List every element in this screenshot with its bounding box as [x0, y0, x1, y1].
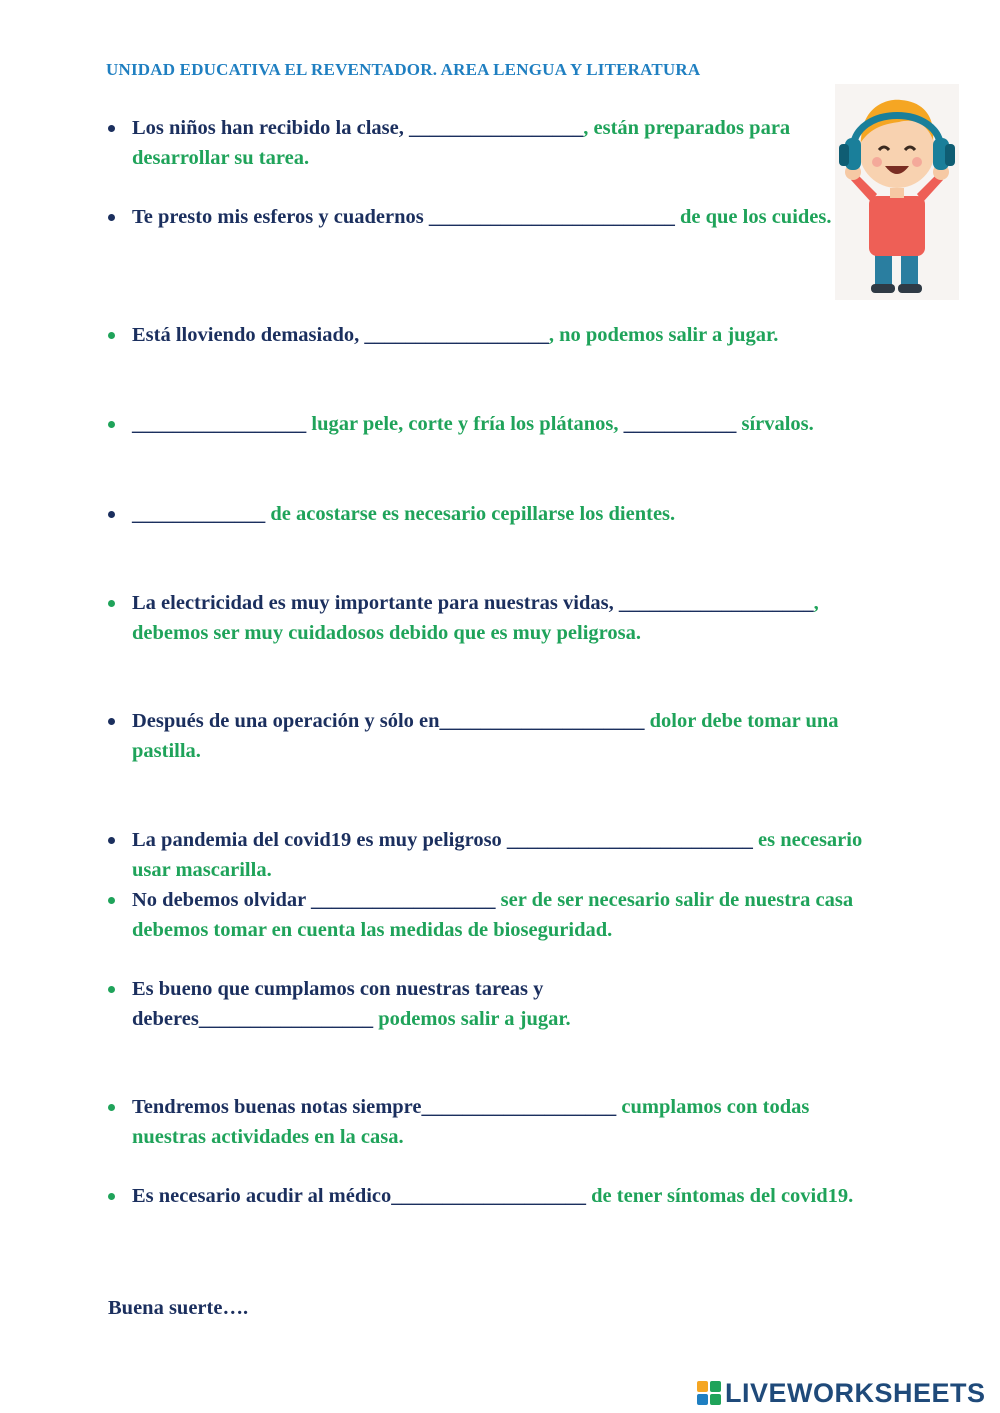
answer-blank[interactable]: _________________	[409, 117, 584, 139]
bullet-icon	[108, 837, 115, 844]
exercise-7	[108, 707, 868, 766]
exercise-text: Los niños han recibido la clase,	[132, 117, 409, 139]
answer-blank[interactable]: ___________	[623, 413, 737, 435]
bullet-icon	[108, 125, 115, 132]
exercise-9	[108, 886, 868, 945]
exercise-text: Después de una operación y sólo en	[132, 710, 440, 732]
exercise-11	[108, 1093, 868, 1152]
exercise-1	[108, 114, 868, 173]
answer-blank[interactable]: ________________________	[506, 829, 753, 851]
exercise-text: Tendremos buenas notas siempre	[132, 1096, 422, 1118]
bullet-icon	[108, 897, 115, 904]
logo-text: LIVEWORKSHEETS	[725, 1377, 986, 1408]
exercise-text: La electricidad es muy importante para nuestras vidas,	[132, 592, 619, 614]
exercise-text: cumplamos con todas nuestras actividades en la casa.	[132, 1096, 810, 1148]
exercise-8	[108, 826, 868, 885]
exercise-10	[108, 975, 708, 1034]
exercise-text: Es necesario acudir al médico	[132, 1185, 392, 1207]
closing-text: Buena suerte….	[108, 1297, 249, 1319]
exercise-text: La pandemia del covid19 es muy peligroso	[132, 829, 507, 851]
exercise-3	[108, 321, 868, 351]
exercise-text: Está lloviendo demasiado,	[132, 324, 365, 346]
exercise-4	[108, 410, 868, 440]
exercise-5	[108, 500, 868, 530]
boy-with-headphones-icon	[835, 84, 959, 300]
answer-blank[interactable]: _________________	[132, 413, 307, 435]
exercise-text: , están preparados para desarrollar su tarea.	[132, 117, 791, 169]
exercise-12	[108, 1182, 868, 1212]
exercise-text: , debemos ser muy cuidadosos debido que es muy peligrosa.	[132, 592, 819, 644]
exercise-text: podemos salir a jugar.	[373, 1007, 571, 1030]
liveworksheets-logo	[697, 1379, 986, 1407]
exercise-text: de acostarse es necesario cepillarse los dientes.	[265, 503, 676, 525]
exercise-text: de tener síntomas del covid19.	[586, 1185, 854, 1207]
bullet-icon	[108, 332, 115, 339]
exercise-text: es necesario usar mascarilla.	[132, 829, 863, 881]
exercise-text: No debemos olvidar	[132, 889, 312, 911]
exercise-text: ser de ser necesario salir de nuestra casa debemos tomar en cuenta las medidas de bioseguridad.	[132, 889, 854, 941]
answer-blank[interactable]: ___________________	[421, 1096, 617, 1118]
exercise-text: lugar pele, corte y fría los plátanos,	[306, 413, 624, 435]
answer-blank[interactable]: _________________	[198, 1007, 374, 1030]
answer-blank[interactable]: ___________________	[618, 592, 814, 614]
exercise-6	[108, 589, 868, 648]
exercise-text: , no podemos salir a jugar.	[548, 324, 779, 346]
exercise-text: Te presto mis esferos y cuadernos	[132, 206, 429, 228]
bullet-icon	[108, 1104, 115, 1111]
exercise-text: dolor debe tomar una pastilla.	[132, 710, 839, 762]
bullet-icon	[108, 511, 115, 518]
answer-blank[interactable]: _____________	[132, 503, 266, 525]
bullet-icon	[108, 986, 115, 993]
exercise-2	[108, 203, 868, 233]
exercise-text: de que los cuides.	[674, 206, 832, 228]
answer-blank[interactable]: __________________	[364, 324, 549, 346]
bullet-icon	[108, 600, 115, 607]
page-title: UNIDAD EDUCATIVA EL REVENTADOR. AREA LENGUA Y LITERATURA	[106, 60, 701, 79]
answer-blank[interactable]: ________________________	[428, 206, 675, 228]
bullet-icon	[108, 214, 115, 221]
exercise-text: sírvalos.	[736, 413, 814, 435]
liveworksheets-logo-icon	[697, 1381, 721, 1405]
answer-blank[interactable]: ____________________	[439, 710, 645, 732]
bullet-icon	[108, 1193, 115, 1200]
exercise-text: Es bueno que cumplamos con nuestras tareas y deberes	[132, 978, 544, 1030]
bullet-icon	[108, 421, 115, 428]
bullet-icon	[108, 718, 115, 725]
answer-blank[interactable]: ___________________	[391, 1185, 587, 1207]
answer-blank[interactable]: __________________	[311, 889, 496, 911]
